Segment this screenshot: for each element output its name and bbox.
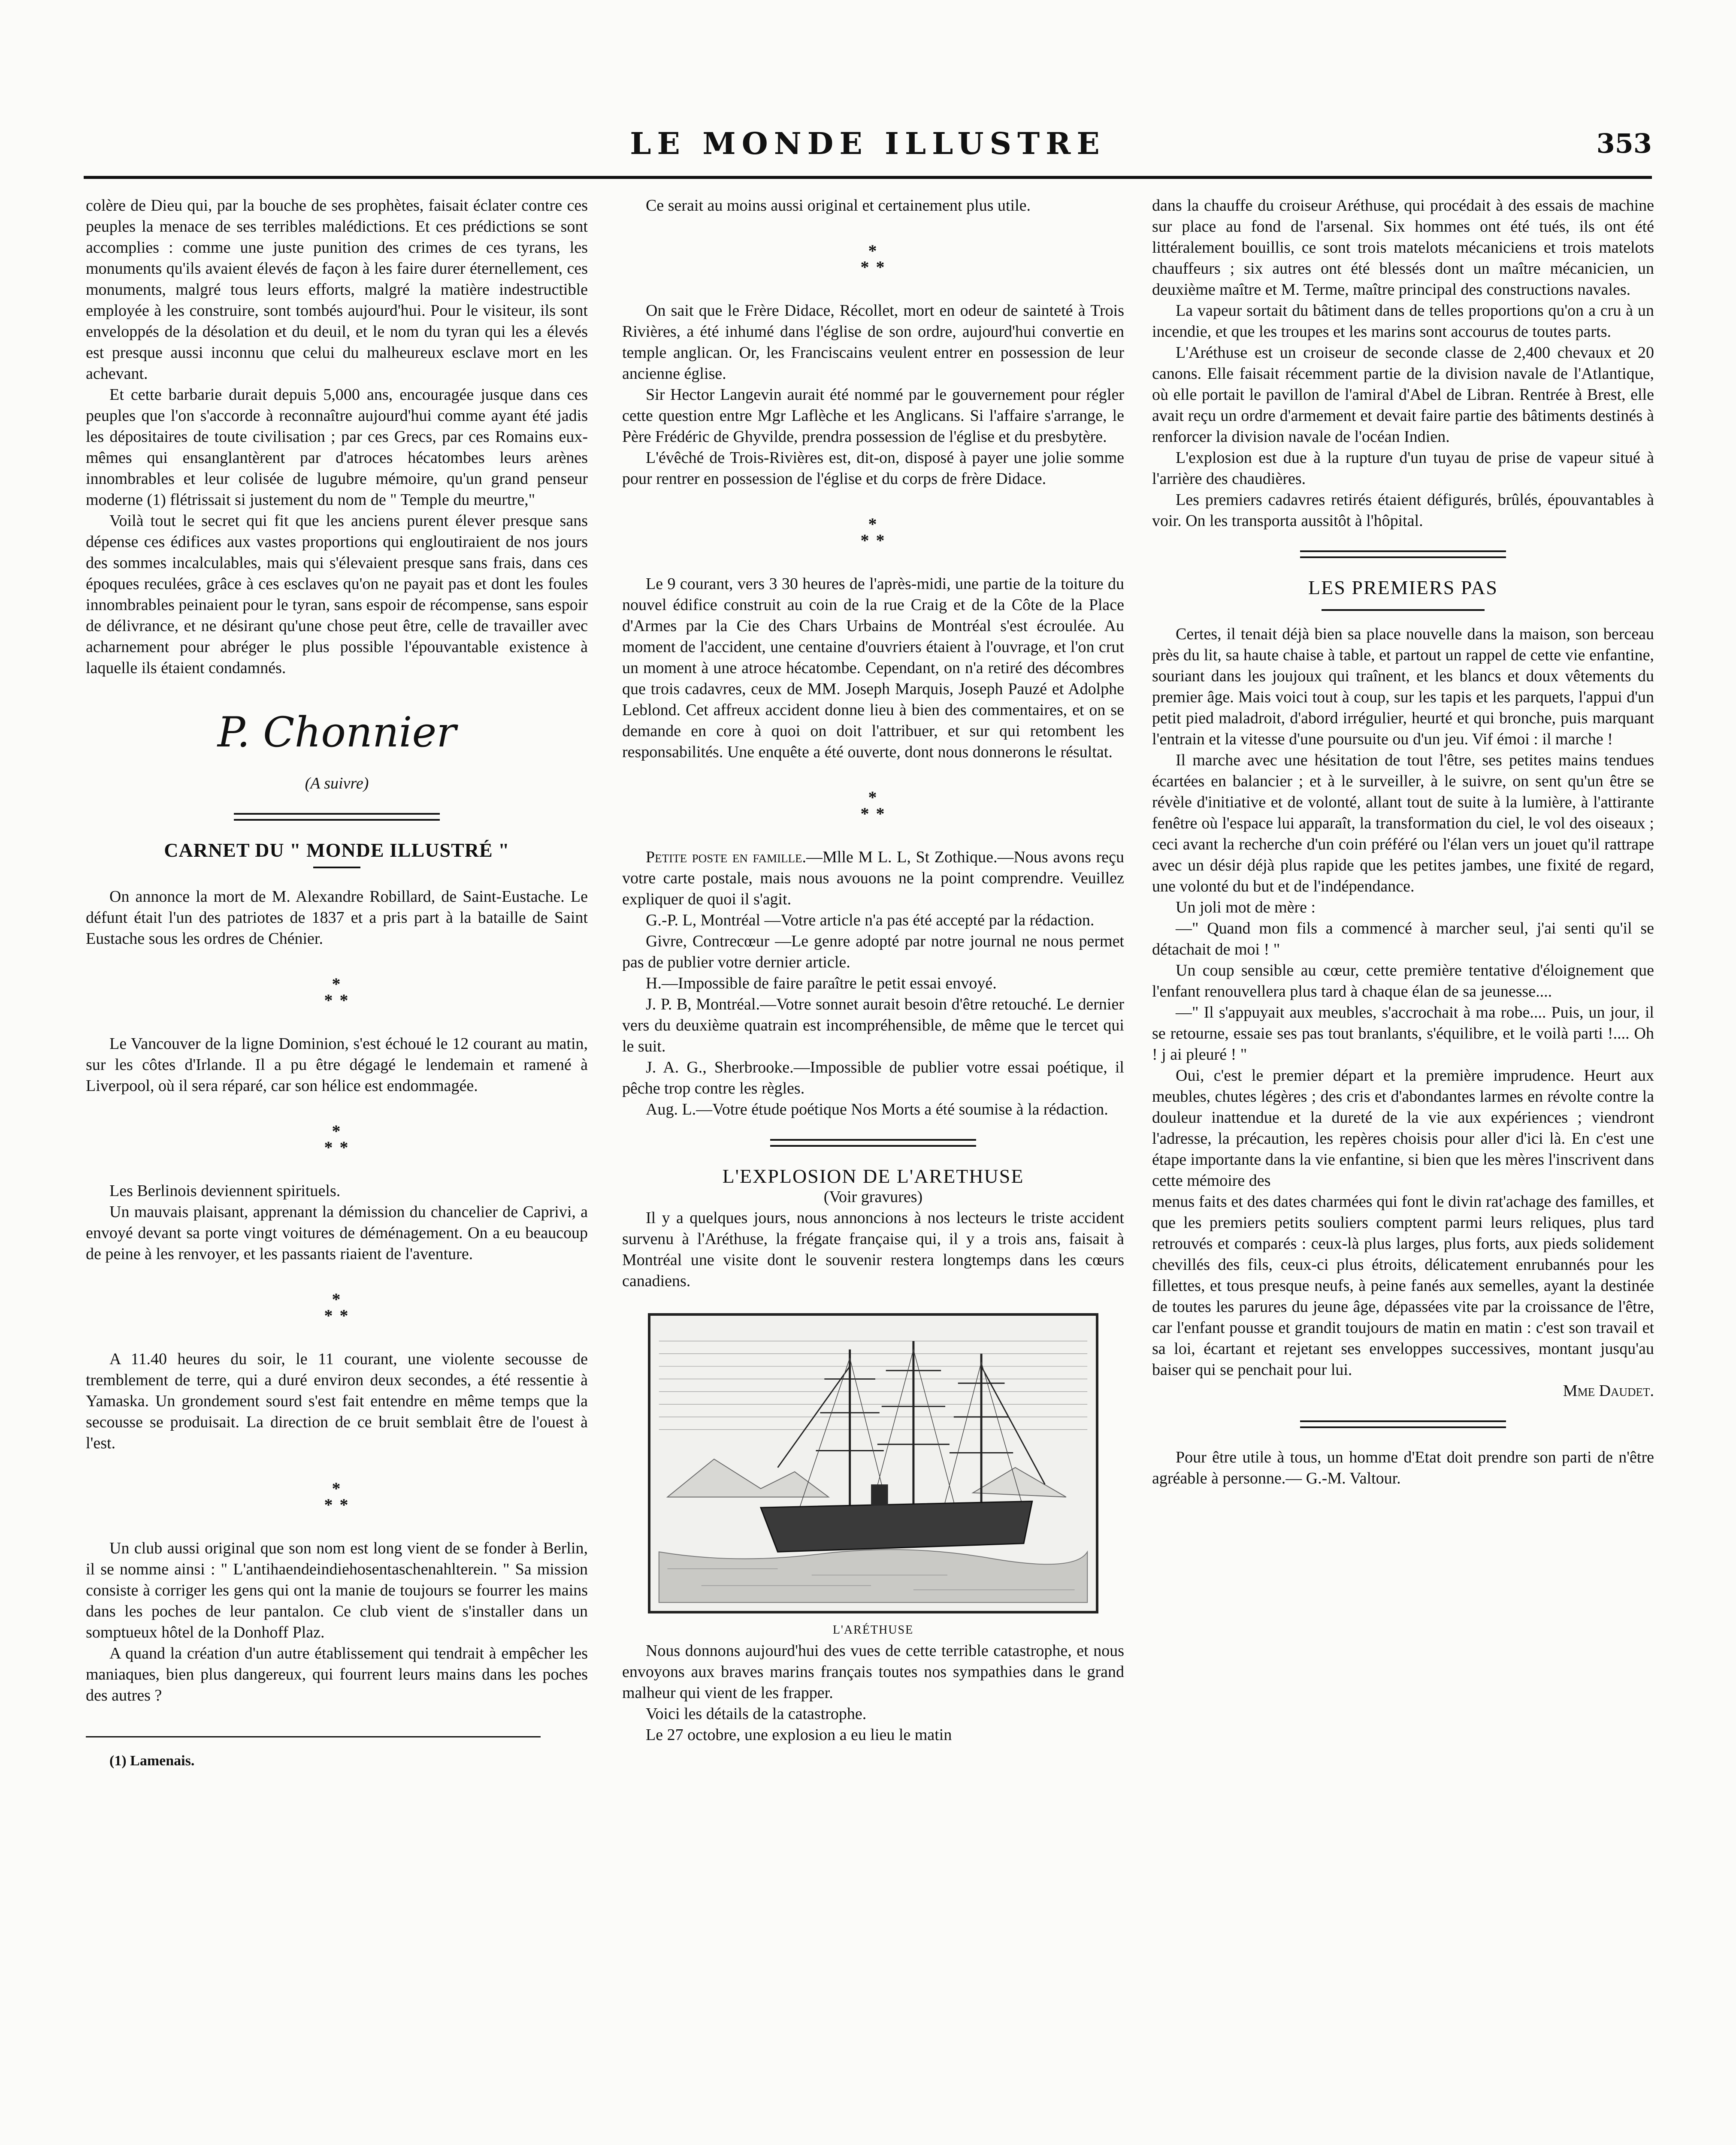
- engraving-arethuse-ship: [648, 1313, 1098, 1613]
- paragraph: Un joli mot de mère :: [1176, 898, 1316, 916]
- heading-rule: [313, 867, 360, 868]
- paragraph: Il y a quelques jours, nous annoncions à nos lecteurs le triste accident survenu à l'Aréthuse, la frégate française qui, il y a trois ans, faisait à Montréal une visite dont le souvenir restera longtemps dans les cœurs canadiens.: [622, 1209, 1124, 1290]
- asterism-divider: * * *: [324, 1290, 350, 1325]
- section-heading-carnet: CARNET DU " MONDE ILLUSTRÉ ": [164, 839, 510, 861]
- paragraph: L'évêché de Trois-Rivières est, dit-on, disposé à payer une jolie somme pour rentrer en possession de l'église et du corps de frère Didace.: [622, 449, 1124, 488]
- petite-poste-entry: [622, 847, 1124, 910]
- paragraph: Un mauvais plaisant, apprenant la démission du chancelier de Caprivi, a envoyé devant sa porte vingt voitures de déménagement. On a eu beaucoup de peine à les renvoyer, et les passants riaient de l'aventure.: [86, 1203, 588, 1263]
- paragraph: menus faits et des dates charmées qui font le divin rat'achage des familles, et que les premiers petits souliers comptent parmi leurs reliques, plus tard retrouvés et comparés : ceux-là plus larges, plus forts, aux pieds solidement chevillés des fils, ceux-ci plus étroits, délicatement enrubannés pour les fillettes, et tous presque neufs, à peine fanés aux semelles, ayant la destinée de toutes les parures du jeune âge, dépassées vite par la croissance de l'être, car l'enfant pousse et grandit toujours de matin en matin : c'est son travail et sa loi, écartant et rejetant ses enveloppes successives, montant jusqu'au baiser qui se penchait pour lui.: [1152, 1193, 1654, 1379]
- heading-rule: [1322, 609, 1485, 611]
- asterism-divider: * * *: [324, 974, 350, 1010]
- paragraph: Sir Hector Langevin aurait été nommé par le gouvernement pour régler cette question entre Mgr Laflèche et les Anglicans. Si l'affaire s'arrange, le Père Frédéric de Ghyvilde, prendra possession de l'église et du presbytère.: [622, 386, 1124, 446]
- author-signature: P. Chonnier: [217, 708, 457, 756]
- paragraph: —" Quand mon fils a commencé à marcher seul, j'ai senti qu'il se détachait de moi ! ": [1152, 919, 1654, 958]
- to-be-continued: (A suivre): [305, 774, 369, 792]
- footnote-divider: [86, 1736, 541, 1737]
- closing-quote: Pour être utile à tous, un homme d'Etat doit prendre son parti de n'être agréable à personne.— G.-M. Valtour.: [1152, 1448, 1654, 1487]
- paragraph: Voici les détails de la catastrophe.: [646, 1705, 867, 1723]
- asterism-divider: * * *: [860, 514, 886, 550]
- paragraph: Certes, il tenait déjà bien sa place nouvelle dans la maison, son berceau près du lit, sa haute chaise à table, et partout un rappel de cette vie enfantine, souriant dans les joujoux qui traînent, et les blancs et doux vêtements du premier âge. Mais voici tout à coup, sur les tapis et les parquets, l'appui d'un petit pied maladroit, d'abord irrégulier, heurté et qui bronche, puis marquant l'entrain et la vitesse d'une poursuite ou d'un jeu. Vif émoi : il marche !: [1152, 625, 1654, 748]
- page-number: 353: [1596, 128, 1652, 159]
- paragraph: Voilà tout le secret qui fit que les anciens purent élever presque sans dépense ces édifices aux vastes proportions qui engloutiraient de nos jours des sommes incalculables, mais qui s'élevaient presque sans frais, dans ces époques reculées, grâce à ces esclaves qu'on ne payait pas et dont les foules innombrables peinaient pour le tyran, sans espoir de récompense, sans espoir de délivrance, et ne désirant qu'une chose peut être, celle de travailler avec acharnement pour abréger le plus possible l'épouvantable existence à laquelle ils étaient condamnés.: [86, 512, 588, 677]
- paragraph: A quand la création d'un autre établissement qui tendrait à empêcher les maniaques, bien plus dangereux, qui fourrent leurs mains dans les poches des autres ?: [86, 1644, 588, 1704]
- column-3: [1152, 195, 1654, 1489]
- paragraph: colère de Dieu qui, par la bouche de ses prophètes, faisait éclater contre ces peuples la menace de ses terribles malédictions. Et ces prédictions se sont accomplies : comme une juste punition des crimes de ces tyrans, les monuments qu'ils avaient élevés de façon à les faire durer éternellement, ces monuments, malgré tous leurs efforts, malgré la matière indestructible employée à les construire, sont tombés aujourd'hui. Pour le visiteur, ils sont enveloppés de la désolation et du deuil, et le nom du tyran qui les a élevés est presque aussi inconnu que celui du malheureux esclave mort en les achevant.: [86, 196, 588, 383]
- ship-illustration-icon: [650, 1316, 1096, 1611]
- paragraph: Et cette barbarie durait depuis 5,000 ans, encouragée jusque dans ces peuples que l'on s'accorde à reconnaître aujourd'hui comme ayant été jadis les dépositaires de toute civilisation ; par ces Grecs, par ces Romains eux-mêmes qui ensanglantèrent par d'atroces hécatombes leurs arènes innombrables et leur colisée de lugubre mémoire, qu'un grand penseur moderne (1) flétrissait si justement du nom de " Temple du meurtre,": [86, 386, 588, 509]
- section-divider: [1300, 1420, 1506, 1428]
- masthead: [84, 124, 1652, 179]
- paragraph: L'Aréthuse est un croiseur de seconde classe de 2,400 chevaux et 20 canons. Elle faisait récemment partie de la division navale de l'Atlantique, où elle portait le pavillon de l'amiral d'Abel de Libran. Rentrée à Brest, elle avait reçu un ordre d'armement et devait faire partie des bâtiments destinés à renforcer la division navale de l'océan Indien.: [1152, 344, 1654, 446]
- image-caption: L'ARÉTHUSE: [832, 1623, 914, 1637]
- paragraph: J. P. B, Montréal.—Votre sonnet aurait besoin d'être retouché. Le dernier vers du deuxième quatrain est incompréhensible, de même que le tercet qui le suit.: [622, 995, 1124, 1055]
- paragraph: —" Il s'appuyait aux meubles, s'accrochait à ma robe.... Puis, un jour, il se retourne, essaie ses pas tout branlants, s'équilibre, et le voilà parti !.... Oh ! j ai pleuré ! ": [1152, 1003, 1654, 1063]
- column-2: [622, 195, 1124, 1746]
- paragraph: Oui, c'est le premier départ et la première imprudence. Heurt aux meubles, chutes légères ; des cris et d'abondantes larmes en révolte contre la douleur inattendue et la dureté de la vie aux expériences ; viendront l'adresse, la précaution, les repères choisis pour aller d'ici là. En c'est une étape importante dans la vie enfantine, si bien que les mères l'inscrivent dans cette mémoire des: [1152, 1066, 1654, 1190]
- paragraph: dans la chauffe du croiseur Aréthuse, qui procédait à des essais de machine sur place au fond de l'arsenal. Six hommes ont été tués, ils ont été littéralement bouillis, ce sont trois matelots mécaniciens et trois matelots chauffeurs ; six autres ont été blessés dont un maître mécanicien, un deuxième maître et M. Terme, maître principal des constructions navales.: [1152, 196, 1654, 299]
- section-heading-explosion: L'EXPLOSION DE L'ARETHUSE: [722, 1165, 1024, 1187]
- newspaper-title: LE MONDE ILLUSTRE: [630, 126, 1106, 161]
- paragraph: Ce serait au moins aussi original et certainement plus utile.: [646, 196, 1031, 214]
- paragraph: Le Vancouver de la ligne Dominion, s'est échoué le 12 courant au matin, sur les côtes d'Irlande. Il a pu être dégagé le lendemain et ramené à Liverpool, où il sera réparé, car son hélice est endommagée.: [86, 1035, 588, 1095]
- asterism-divider: * * *: [324, 1121, 350, 1157]
- paragraph: Le 27 octobre, une explosion a eu lieu le matin: [646, 1726, 952, 1744]
- petite-poste-text: —Mlle M L. L, St Zothique.—Nous avons reçu votre carte postale, mais nous avouons ne la point comprendre. Veuillez expliquer de quoi il s'agit.: [622, 848, 1125, 908]
- paragraph: La vapeur sortait du bâtiment dans de telles proportions qu'on a cru à un incendie, et que les troupes et les marins sont accourus de toutes parts.: [1152, 302, 1654, 341]
- paragraph: Nous donnons aujourd'hui des vues de cette terrible catastrophe, et nous envoyons aux braves marins français toutes nos sympathies dans le grand malheur qui vient de les frapper.: [622, 1642, 1124, 1702]
- paragraph: Le 9 courant, vers 3 30 heures de l'après-midi, une partie de la toiture du nouvel édifice construit au coin de la rue Craig et de la Côte de la Place d'Armes par la Cie des Chars Urbains de Montréal s'est écroulée. Au moment de l'accident, une centaine d'ouvriers étaient à l'ouvrage, et l'on crut un moment à une atroce hécatombe. Cependant, on n'a retiré des décombres que trois cadavres, ceux de MM. Joseph Marquis, Joseph Pauzé et Adolphe Leblond. Cet affreux accident donne lieu à bien des commentaires, et on se demande en core à quoi on doit l'attribuer, et sur qui retombent les responsabilités. Une enquête a été ouverte, dont nous donnerons le résultat.: [622, 575, 1124, 761]
- paragraph: H.—Impossible de faire paraître le petit essai envoyé.: [646, 974, 997, 992]
- section-heading-premiers-pas: LES PREMIERS PAS: [1308, 577, 1498, 598]
- paragraph: G.-P. L, Montréal —Votre article n'a pas été accepté par la rédaction.: [646, 911, 1095, 929]
- paragraph: On sait que le Frère Didace, Récollet, mort en odeur de sainteté à Trois Rivières, a été inhumé dans l'église de son ordre, aujourd'hui convertie en temple anglican. Or, les Franciscains veulent entrer en possession de leur ancienne église.: [622, 302, 1124, 383]
- asterism-divider: * * *: [324, 1479, 350, 1514]
- column-1: [86, 195, 588, 1771]
- paragraph: Les premiers cadavres retirés étaient défigurés, brûlés, épouvantables à voir. On les transporta aussitôt à l'hôpital.: [1152, 491, 1654, 530]
- article-signature: Mme Daudet.: [1563, 1382, 1654, 1400]
- paragraph: J. A. G., Sherbrooke.—Impossible de publier votre essai poétique, il pêche trop contre les règles.: [622, 1058, 1124, 1097]
- asterism-divider: * * *: [860, 788, 886, 823]
- paragraph: Les Berlinois deviennent spirituels.: [109, 1182, 341, 1200]
- footnote: (1) Lamenais.: [109, 1753, 195, 1769]
- section-divider: [1300, 550, 1506, 558]
- paragraph: On annonce la mort de M. Alexandre Robillard, de Saint-Eustache. Le défunt était l'un des patriotes de 1837 et a pris part à la bataille de Saint Eustache sous les ordres de Chénier.: [86, 888, 588, 948]
- paragraph: Givre, Contrecœur —Le genre adopté par notre journal ne nous permet pas de publier votre dernier article.: [622, 932, 1124, 971]
- paragraph: A 11.40 heures du soir, le 11 courant, une violente secousse de tremblement de terre, qui a duré environ deux secondes, a été ressentie à Yamaska. Un grondement sourd s'est fait entendre en même temps que la secousse se produisait. La direction de ce bruit semblait être de l'ouest à l'est.: [86, 1350, 588, 1452]
- paragraph: Un club aussi original que son nom est long vient de se fonder à Berlin, il se nomme ainsi : " L'antihaendeindiehosentaschenahlterein. " Sa mission consiste à corriger les gens qui ont la manie de toujours se fourrer les mains dans les poches de leur pantalon. Ce club vient de s'installer dans un somptueux hôtel de la Donhoff Plaz.: [86, 1539, 588, 1641]
- section-subheading: (Voir gravures): [823, 1188, 923, 1206]
- asterism-divider: * * *: [860, 241, 886, 277]
- paragraph: Aug. L.—Votre étude poétique Nos Morts a été soumise à la rédaction.: [646, 1100, 1108, 1118]
- paragraph: L'explosion est due à la rupture d'un tuyau de prise de vapeur situé à l'arrière des chaudières.: [1152, 449, 1654, 488]
- paragraph: Un coup sensible au cœur, cette première tentative d'éloignement que l'enfant renouvellera plus tard à chaque élan de sa jeunesse....: [1152, 961, 1654, 1000]
- petite-poste-label: Petite poste en famille.: [646, 848, 806, 866]
- section-divider: [234, 813, 440, 821]
- section-divider: [770, 1139, 976, 1147]
- paragraph: Il marche avec une hésitation de tout l'être, ses petites mains tendues écartées en balancier ; et à le surveiller, à le suivre, on sent qu'un être se révèle d'initiative et de volonté, allant tout de suite à la lumière, à l'attirante fenêtre où l'espace lui apparaît, la transformation du ciel, le vol des oiseaux ; ceci avant la recherche d'un coin préféré ou l'élan vers un jouet qu'il rattrape avec un désir déjà plus rapide que les petites jambes, une fixité de regard, une volonté du but et de l'indépendance.: [1152, 751, 1654, 895]
